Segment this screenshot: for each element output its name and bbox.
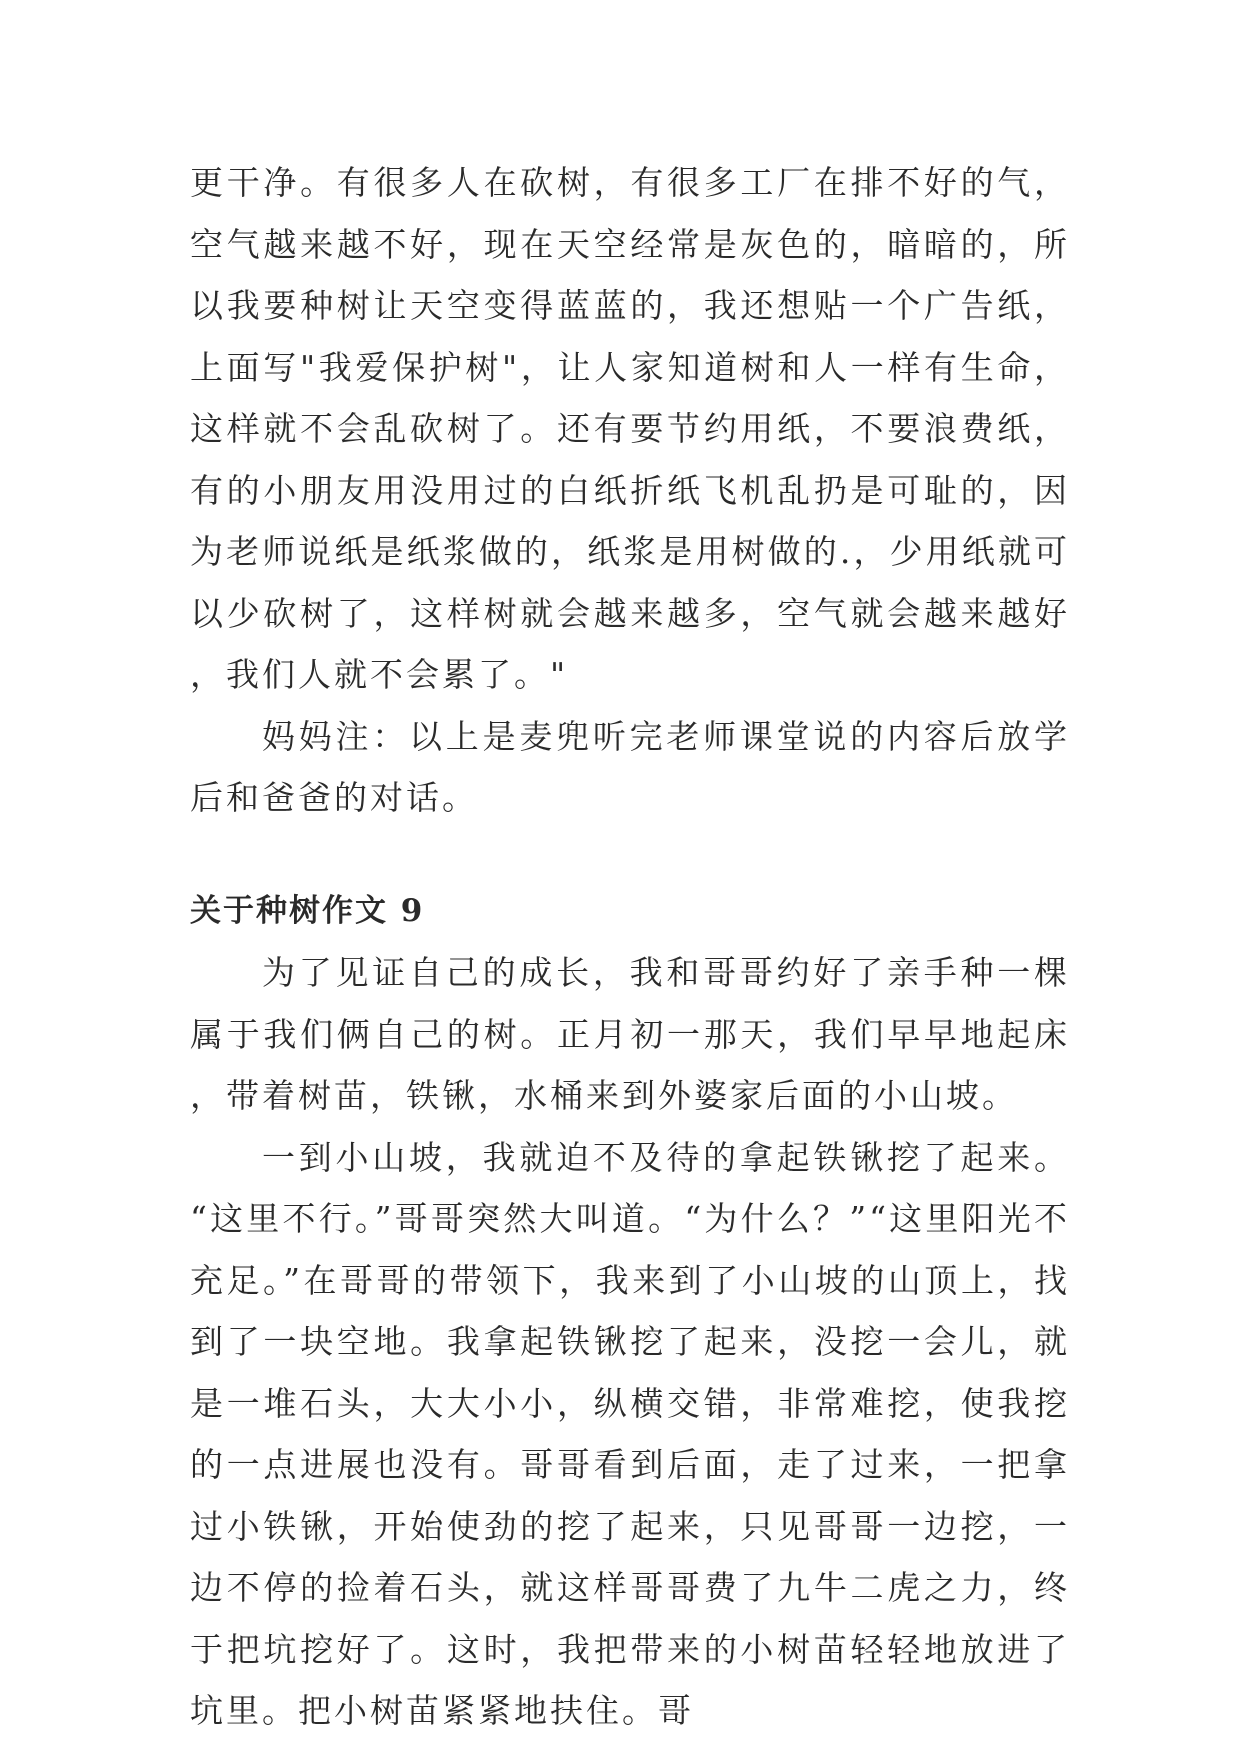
paragraph-mom-note: 妈妈注：以上是麦兜听完老师课堂说的内容后放学后和爸爸的对话。 <box>190 716 1070 817</box>
section-heading: 关于种树作文 9 <box>190 892 425 929</box>
paragraph-intro: 为了见证自己的成长，我和哥哥约好了亲手种一棵属于我们俩自己的树。正月初一那天，我们早早地起床，带着树苗，铁锹，水桶来到外婆家后面的小山坡。 <box>190 953 1070 1115</box>
paragraph-continuation: 更干净。有很多人在砍树，有很多工厂在排不好的气，空气越来越不好，现在天空经常是灰色的，暗暗的，所以我要种树让天空变得蓝蓝的，我还想贴一个广告纸，上面写"我爱保护树"，让人家知道树和人一样有生命，这样就不会乱砍树了。还有要节约用纸，不要浪费纸，有的小朋友用没用过的白纸折纸飞机乱扔是可耻的，因为老师说纸是纸浆做的，纸浆是用树做的.，少用纸就可以少砍树了，这样树就会越来越多，空气就会越来越好，我们人就不会累了。" <box>190 163 1070 694</box>
paragraph-digging: 一到小山坡，我就迫不及待的拿起铁锹挖了起来。“这里不行。”哥哥突然大叫道。“为什么？”“这里阳光不充足。”在哥哥的带领下，我来到了小山坡的山顶上，找到了一块空地。我拿起铁锹挖了起来，没挖一会儿，就是一堆石头，大大小小，纵横交错，非常难挖，使我挖的一点进展也没有。哥哥看到后面，走了过来，一把拿过小铁锹，开始使劲的挖了起来，只见哥哥一边挖，一边不停的捡着石头，就这样哥哥费了九牛二虎之力，终于把坑挖好了。这时，我把带来的小树苗轻轻地放进了坑里。把小树苗紧紧地扶住。哥 <box>190 1137 1070 1730</box>
document-body <box>190 152 1070 1742</box>
